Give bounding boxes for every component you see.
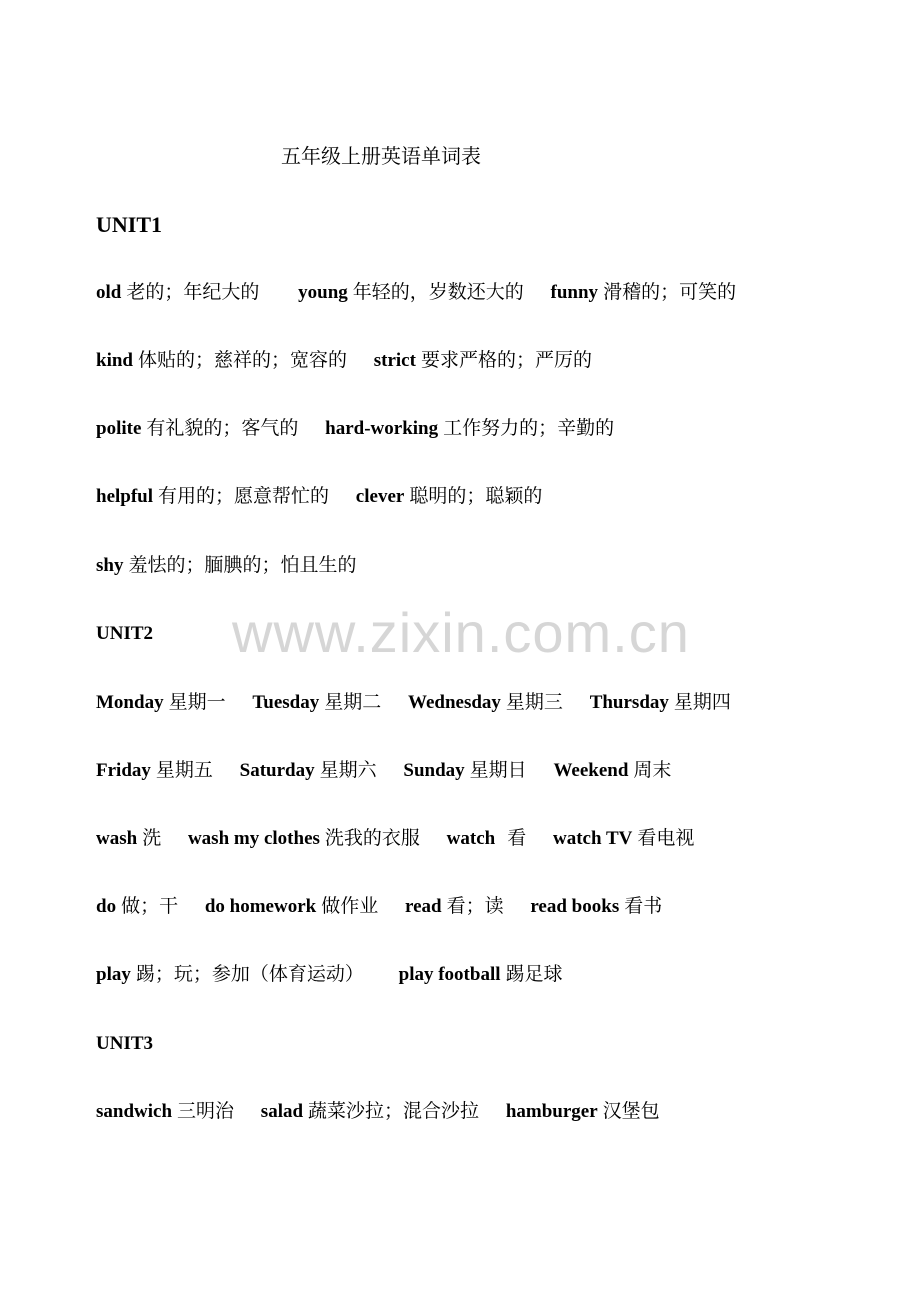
chinese-meaning: 年轻的，岁数还大的 [352,282,524,303]
chinese-meaning: 星期三 [505,692,563,713]
english-word: hard-working [325,418,439,439]
vocab-line [96,552,356,580]
english-word: Tuesday [252,692,320,713]
vocab-entry [447,828,527,849]
chinese-meaning: 汉堡包 [602,1101,660,1122]
chinese-meaning: 蔬菜沙拉；混合沙拉 [308,1101,480,1122]
english-word: wash [96,828,138,849]
vocab-entry [530,896,662,917]
chinese-meaning: 洗 [142,828,162,849]
english-word: kind [96,350,133,371]
chinese-meaning: 做；干 [121,896,179,917]
vocab-entry [96,282,259,303]
vocab-entry [188,828,420,849]
english-word: shy [96,555,124,576]
vocab-entry [205,896,378,917]
vocab-entry [408,692,563,713]
unit-heading: UNIT3 [96,1033,154,1054]
english-word: watch TV [553,828,633,849]
english-word: sandwich [96,1101,173,1122]
vocab-entry [252,692,381,713]
vocab-entry [96,828,161,849]
vocab-line [96,961,563,989]
vocab-entry [96,692,226,713]
vocab-entry [96,896,178,917]
english-word: hamburger [505,1101,598,1122]
chinese-meaning: 滑稽的；可笑的 [603,282,737,303]
vocab-entry [405,896,504,917]
english-word: clever [355,486,405,507]
chinese-meaning: 羞怯的；腼腆的；怕且生的 [128,555,357,576]
vocab-entry [96,555,356,576]
chinese-meaning: 看电视 [637,828,695,849]
chinese-meaning: 老的；年纪大的 [126,282,260,303]
english-word: read [404,896,442,917]
chinese-meaning: 三明治 [177,1101,235,1122]
english-word: funny [550,282,599,303]
english-word: salad [260,1101,304,1122]
vocab-entry [403,760,526,781]
unit-heading: UNIT2 [96,623,154,644]
vocab-line [96,415,614,443]
chinese-meaning: 星期六 [319,760,377,781]
vocab-entry [374,350,592,371]
vocab-entry [240,760,377,781]
vocab-line [96,825,694,853]
vocab-line [96,757,671,785]
english-word: Saturday [239,760,315,781]
chinese-meaning: 有礼貌的；客气的 [146,418,299,439]
english-word: Weekend [553,760,629,781]
vocab-line [96,279,736,307]
english-word: Wednesday [408,692,501,713]
vocab-entry [261,1101,479,1122]
vocab-line [96,893,662,921]
vocab-entry [96,418,298,439]
english-word: do homework [204,896,317,917]
english-word: young [298,282,348,303]
vocab-entry [96,760,213,781]
vocab-entry [553,760,671,781]
english-word: Sunday [403,760,465,781]
english-word: strict [373,350,416,371]
vocab-entry [551,282,737,303]
vocab-line [96,483,542,511]
english-word: wash my clothes [187,828,320,849]
chinese-meaning: 星期日 [469,760,527,781]
vocab-entry [506,1101,660,1122]
chinese-meaning: 要求严格的；严厉的 [420,350,592,371]
vocab-entry [553,828,694,849]
chinese-meaning: 工作努力的；辛勤的 [443,418,615,439]
english-word: do [96,896,117,917]
chinese-meaning: 做作业 [321,896,379,917]
vocab-entry [96,1101,234,1122]
vocab-entry [96,350,347,371]
chinese-meaning: 踢；玩；参加（体育运动） [135,964,364,985]
english-word: watch [446,828,496,849]
chinese-meaning: 星期四 [673,692,731,713]
chinese-meaning: 有用的；愿意帮忙的 [158,486,330,507]
vocab-entry [96,486,329,507]
chinese-meaning: 星期二 [324,692,382,713]
chinese-meaning: 看书 [624,896,663,917]
chinese-meaning: 看 [507,828,527,849]
chinese-meaning: 洗我的衣服 [324,828,420,849]
chinese-meaning: 聪明的；聪颖的 [409,486,543,507]
chinese-meaning: 星期五 [155,760,213,781]
english-word: polite [96,418,142,439]
chinese-meaning: 体贴的；慈祥的；宽容的 [137,350,347,371]
vocab-entry [96,964,364,985]
english-word: Friday [96,760,151,781]
english-word: old [96,282,122,303]
chinese-meaning: 踢足球 [505,964,563,985]
unit-heading: UNIT1 [96,212,163,237]
chinese-meaning: 看；读 [446,896,504,917]
vocab-entry [298,282,524,303]
vocab-entry [356,486,543,507]
vocab-line [96,1098,660,1126]
document-title: 五年级上册英语单词表 [281,146,481,168]
english-word: Thursday [589,692,669,713]
chinese-meaning: 周末 [633,760,672,781]
vocab-line [96,347,592,375]
english-word: play football [398,964,501,985]
vocab-entry [590,692,731,713]
english-word: read books [530,896,620,917]
english-word: play [96,964,131,985]
watermark: www.zixin.com.cn [232,601,690,664]
english-word: Monday [96,692,164,713]
vocab-line [96,689,731,717]
vocab-entry [325,418,614,439]
chinese-meaning: 星期一 [168,692,226,713]
vocab-entry [399,964,563,985]
english-word: helpful [96,486,154,507]
